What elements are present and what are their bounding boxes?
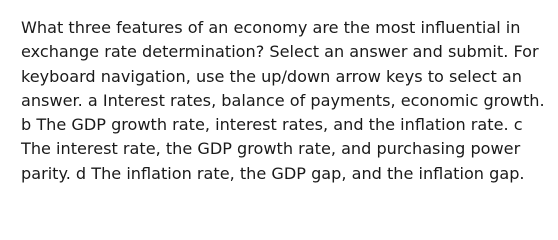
- question-line: parity. d The inflation rate, the GDP gap, and the inflation gap.: [21, 163, 525, 183]
- question-text: [21, 16, 543, 186]
- question-line: keyboard navigation, use the up/down arrow keys to select an: [21, 66, 522, 86]
- question-line: b The GDP growth rate, interest rates, and the inflation rate. c: [21, 115, 523, 135]
- question-line: What three features of an economy are the most influential in: [21, 18, 521, 37]
- question-line: The interest rate, the GDP growth rate, and purchasing power: [21, 139, 521, 159]
- question-line: exchange rate determination? Select an answer and submit. For: [21, 42, 539, 62]
- question-line: answer. a Interest rates, balance of payments, economic growth.: [21, 90, 545, 110]
